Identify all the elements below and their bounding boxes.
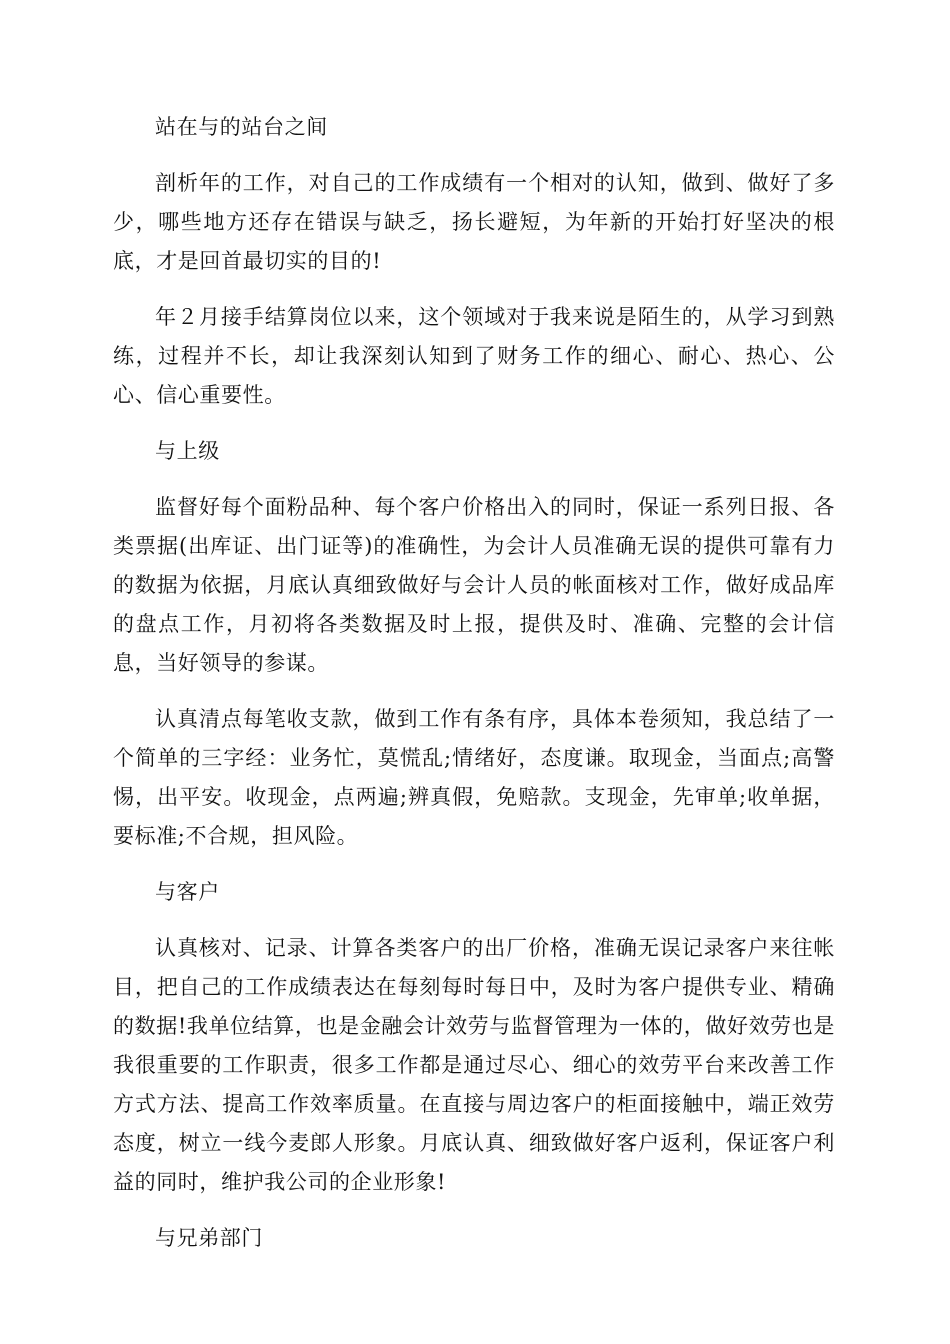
section-heading: 与客户 <box>155 880 220 904</box>
paragraph: 监督好每个面粉品种、每个客户价格出入的同时，保证一系列日报、各类票据(出库证、出门证等)的准确性，为会计人员准确无误的提供可靠有力的数据为依据，月底认真细致做好与会计人员的帐面核对工作，做好成品库的盘点工作，月初将各类数据及时上报，提供及时、准确、完整的会计信息，当好领导的参谋。 <box>113 495 835 675</box>
paragraph: 认真清点每笔收支款，做到工作有条有序，具体本卷须知，我总结了一个简单的三字经：业务忙，莫慌乱;情绪好，态度谦。取现金，当面点;高警惕，出平安。收现金，点两遍;辨真假，免赔款。支现金，先审单;收单据，要标准;不合规，担风险。 <box>113 707 835 848</box>
section-heading: 与上级 <box>155 439 220 463</box>
paragraph: 剖析年的工作，对自己的工作成绩有一个相对的认知，做到、做好了多少，哪些地方还存在错误与缺乏，扬长避短，为年新的开始打好坚决的根底，才是回首最切实的目的! <box>113 171 835 273</box>
paragraph: 认真核对、记录、计算各类客户的出厂价格，准确无误记录客户来往帐目，把自己的工作成绩表达在每刻每时每日中，及时为客户提供专业、精确的数据!我单位结算，也是金融会计效劳与监督管理为一体的，做好效劳也是我很重要的工作职责，很多工作都是通过尽心、细心的效劳平台来改善工作方式方法、提高工作效率质量。在直接与周边客户的柜面接触中，端正效劳态度，树立一线今麦郎人形象。月底认真、细致做好客户返利，保证客户利益的同时，维护我公司的企业形象! <box>113 936 835 1194</box>
section-heading: 与兄弟部门 <box>155 1226 263 1250</box>
section-heading: 站在与的站台之间 <box>155 115 328 139</box>
paragraph: 年２月接手结算岗位以来，这个领域对于我来说是陌生的，从学习到熟练，过程并不长，却让我深刻认知到了财务工作的细心、耐心、热心、公心、信心重要性。 <box>113 305 835 407</box>
document-page <box>113 108 835 1275</box>
